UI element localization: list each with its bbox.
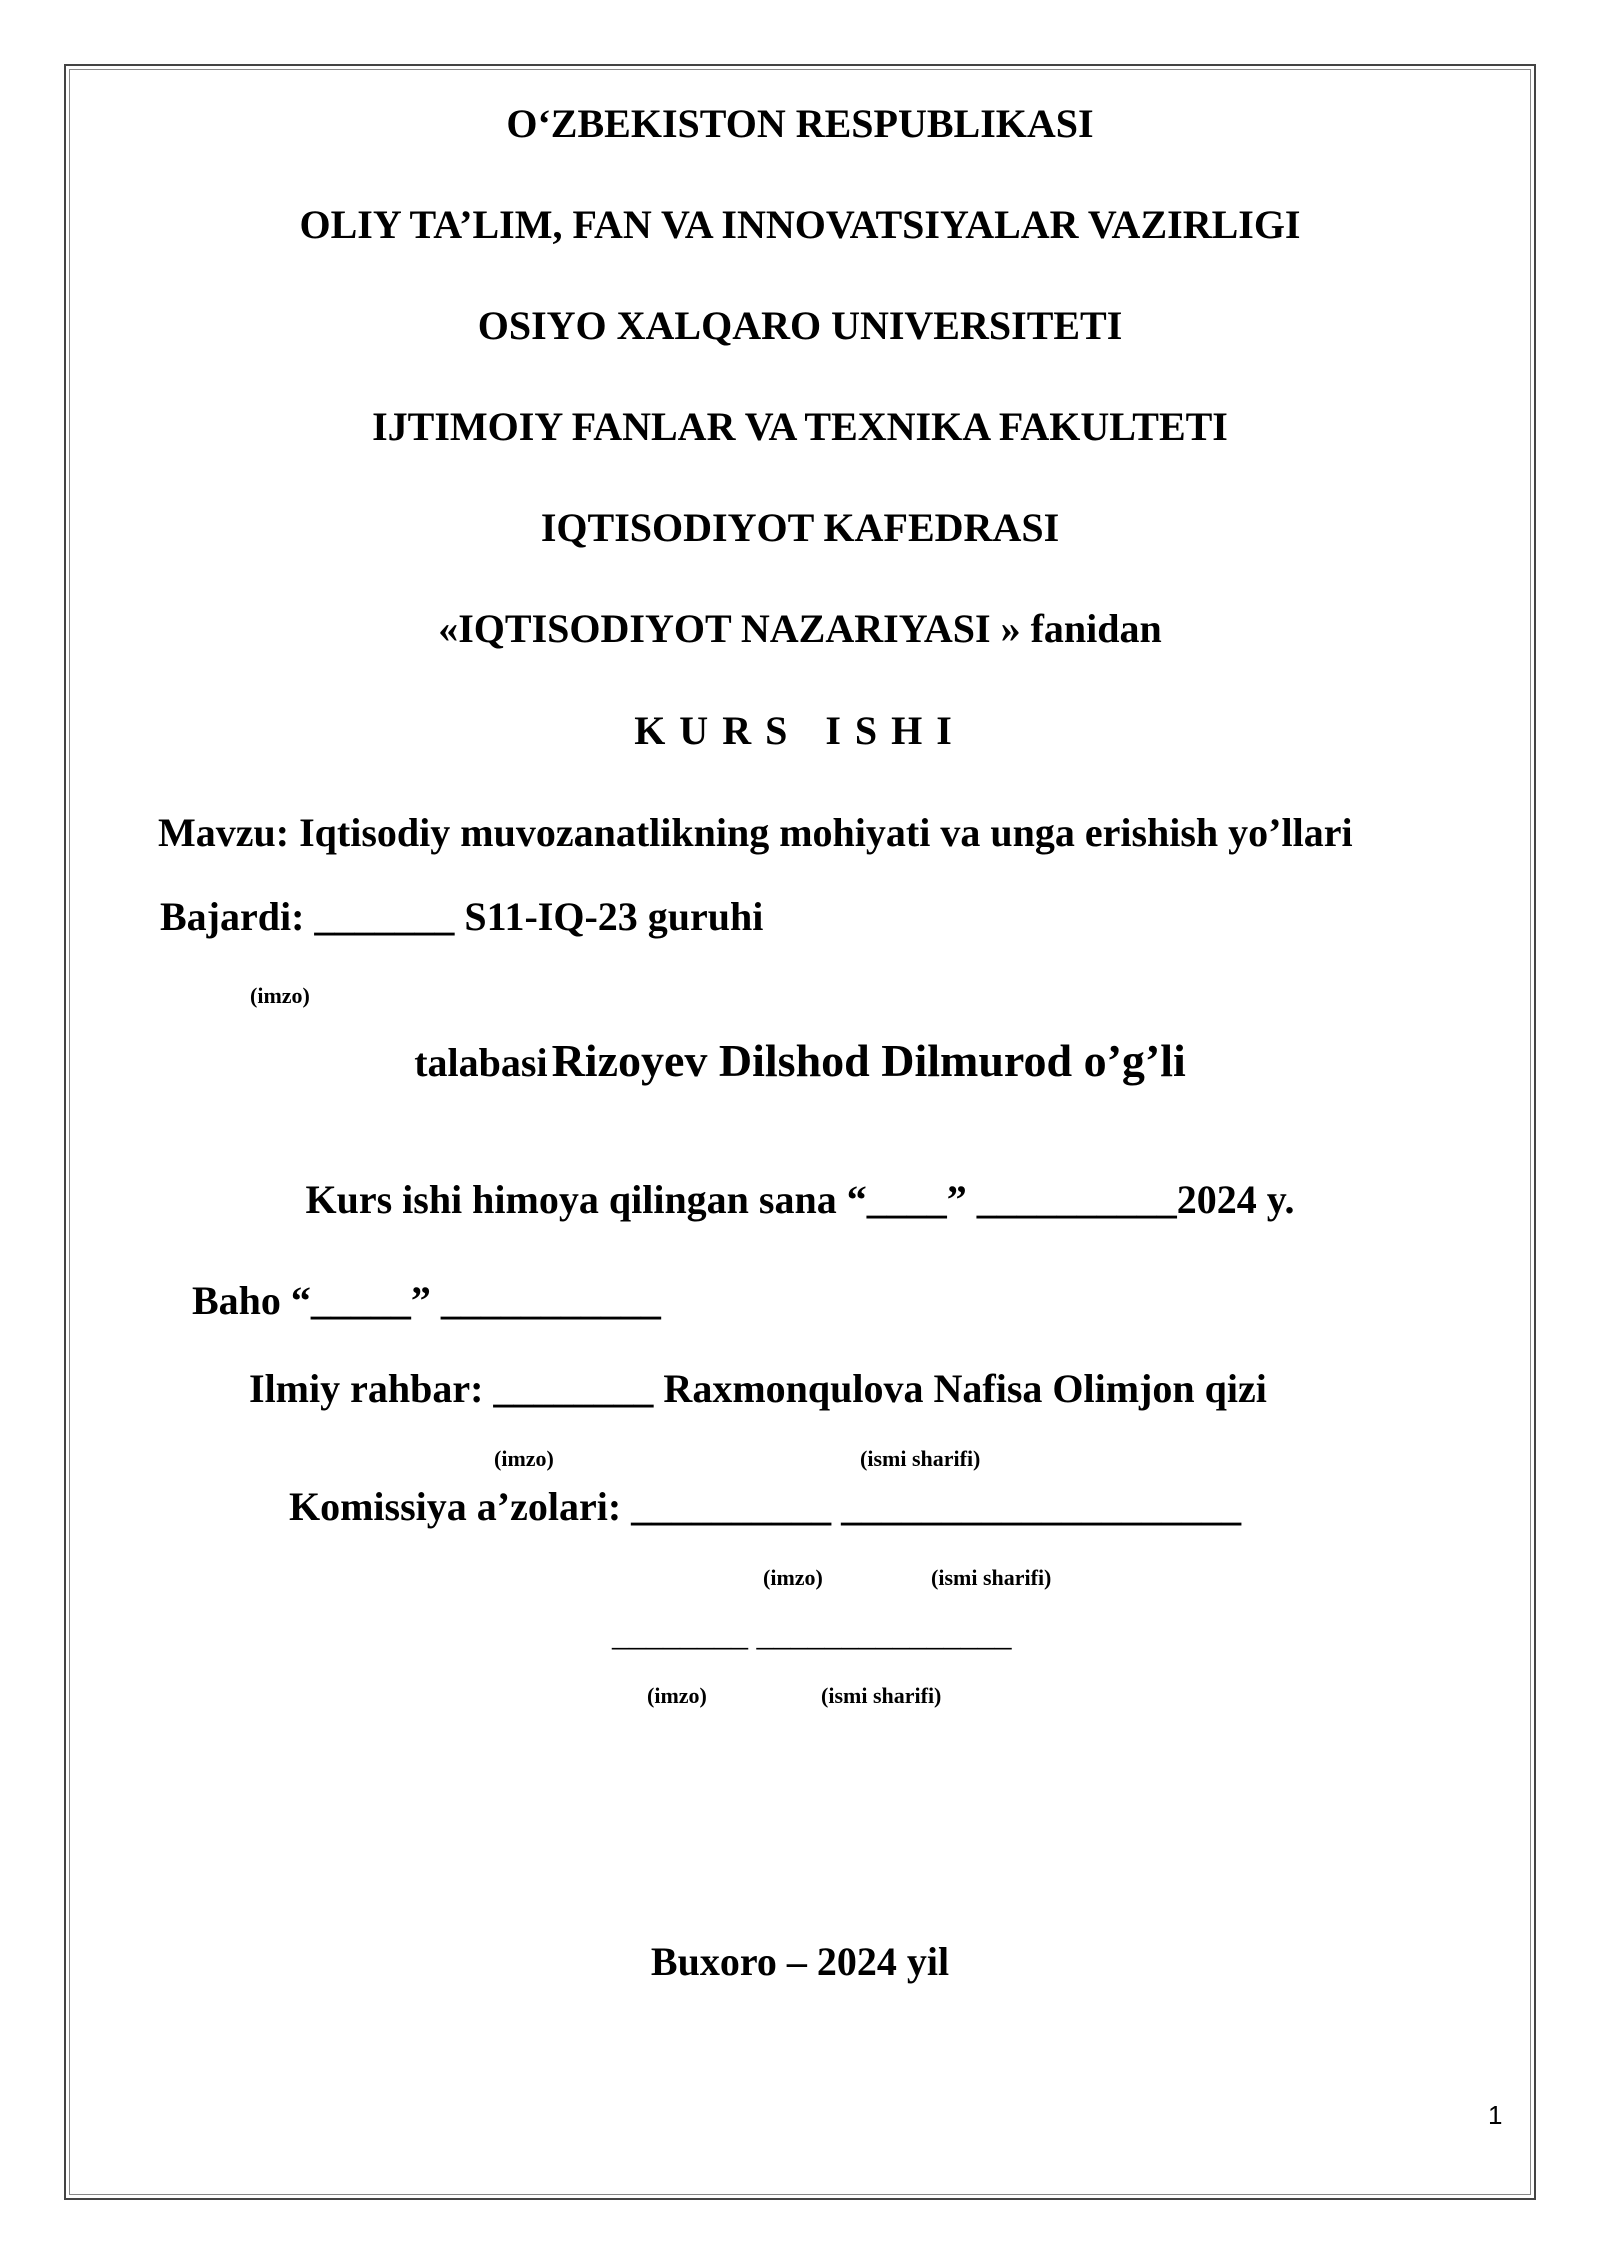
grade-line: Baho “_____” ___________ bbox=[192, 1278, 661, 1323]
commission-name-caption: (ismi sharifi) bbox=[931, 1565, 1052, 1590]
commission-sign-caption: (imzo) bbox=[763, 1565, 823, 1590]
header-line-2: OLIY TA’LIM, FAN VA INNOVATSIYALAR VAZIRLIGI bbox=[299, 202, 1301, 247]
subject-line: «IQTISODIYOT NAZARIYASI » fanidan bbox=[438, 606, 1162, 651]
page-border bbox=[64, 64, 1536, 2200]
header-line-4: IJTIMOIY FANLAR VA TEXNIKA FAKULTETI bbox=[372, 404, 1228, 449]
supervisor-name-caption: (ismi sharifi) bbox=[860, 1446, 981, 1471]
topic-line: Mavzu: Iqtisodiy muvozanatlikning mohiyati va unga erishish yo’llari bbox=[158, 810, 1353, 855]
commission-name-caption-2: (ismi sharifi) bbox=[821, 1683, 942, 1708]
header-line-3: OSIYO XALQARO UNIVERSITETI bbox=[477, 303, 1123, 348]
document-title: KURS ISHI bbox=[634, 708, 966, 753]
header-line-1: O‘ZBEKISTON RESPUBLIKASI bbox=[506, 101, 1094, 146]
student-prefix: talabasi bbox=[414, 1040, 548, 1085]
commission-sign-caption-2: (imzo) bbox=[647, 1683, 707, 1708]
student-line bbox=[0, 1034, 1600, 1087]
header-line-5: IQTISODIYOT KAFEDRASI bbox=[540, 505, 1060, 550]
page-number: 1 bbox=[1488, 2100, 1503, 2130]
supervisor-line: Ilmiy rahbar: ________ Raxmonqulova Nafisa Olimjon qizi bbox=[249, 1366, 1267, 1411]
student-name: Rizoyev Dilshod Dilmurod o’g’li bbox=[551, 1035, 1186, 1086]
supervisor-sign-caption: (imzo) bbox=[494, 1446, 554, 1471]
commission-line: Komissiya a’zolari: __________ ____________________ bbox=[289, 1484, 1242, 1529]
performer-line: Bajardi: _______ S11-IQ-23 guruhi bbox=[160, 894, 764, 939]
defense-date-line: Kurs ishi himoya qilingan sana “____” __________2024 y. bbox=[305, 1177, 1295, 1222]
performer-sign-caption: (imzo) bbox=[250, 983, 310, 1008]
commission-line-2: ________ _______________ bbox=[612, 1616, 1012, 1653]
city-year: Buxoro – 2024 yil bbox=[650, 1939, 950, 1984]
